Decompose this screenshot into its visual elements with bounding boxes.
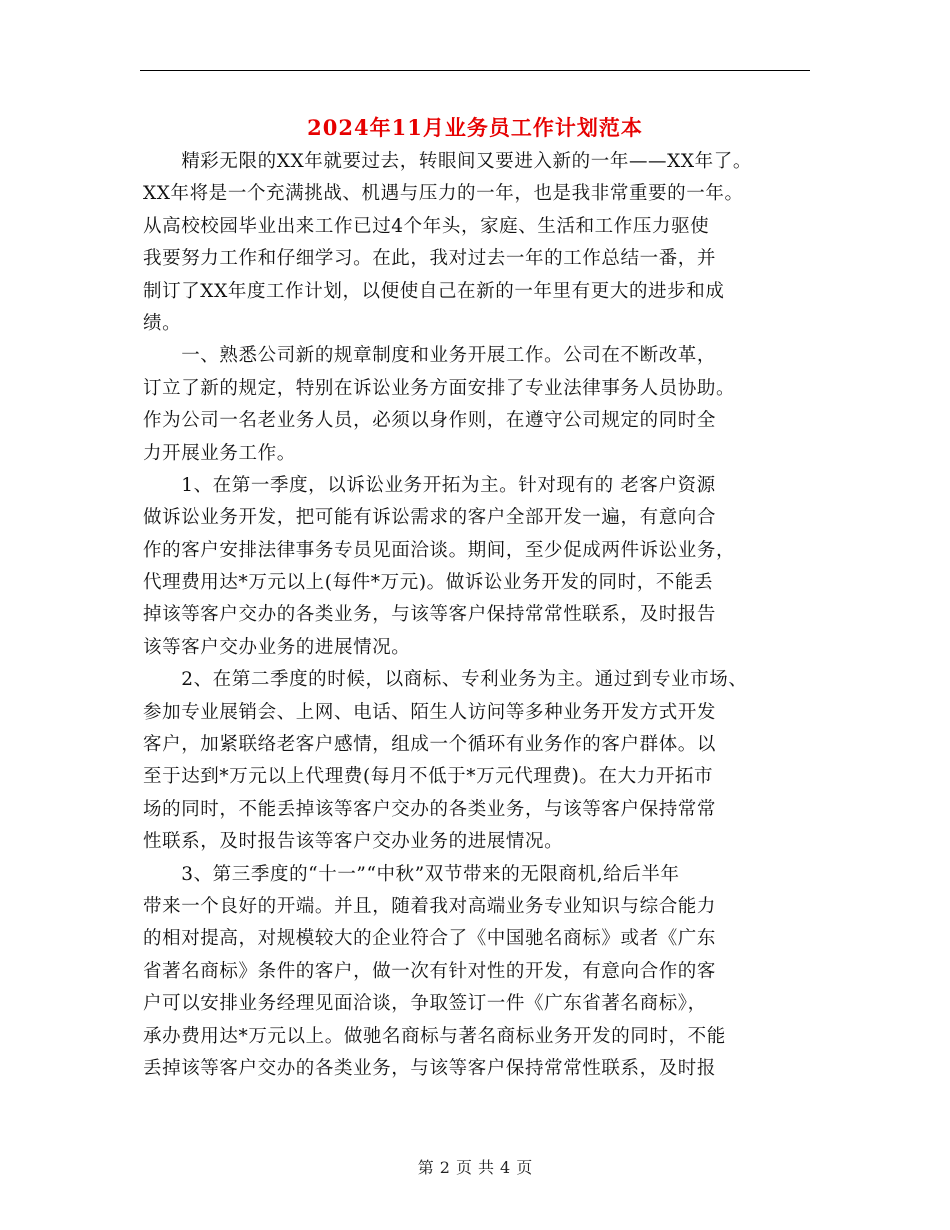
body-line: 从高校校园毕业出来工作已过4个年头，家庭、生活和工作压力驱使 <box>143 215 710 237</box>
body-line: 该等客户交办业务的进展情况。 <box>143 636 411 658</box>
document-body <box>143 146 815 1085</box>
body-line: 至于达到*万元以上代理费(每月不低于*万元代理费)。在大力开拓市 <box>143 766 714 788</box>
footer-label-gong: 共 <box>478 1158 495 1177</box>
footer-page-total: 4 <box>500 1158 511 1177</box>
body-line: 带来一个良好的开端。并且，随着我对高端业务专业知识与综合能力 <box>143 895 717 917</box>
body-line: 制订了XX年度工作计划，以便使自己在新的一年里有更大的进步和成 <box>143 280 725 302</box>
page-footer <box>140 1155 810 1178</box>
body-line: 参加专业展销会、上网、电话、陌生人访问等多种业务开发方式开发 <box>143 701 717 723</box>
body-line: 省著名商标》条件的客户，做一次有针对性的开发，有意向合作的客 <box>143 960 717 982</box>
body-line: XX年将是一个充满挑战、机遇与压力的一年，也是我非常重要的一年。 <box>143 183 744 205</box>
body-line: 订立了新的规定，特别在诉讼业务方面安排了专业法律事务人员协助。 <box>143 377 736 399</box>
footer-label-di: 第 <box>417 1158 434 1177</box>
body-line: 绩。 <box>143 312 182 334</box>
body-line: 作为公司一名老业务人员，必须以身作则，在遵守公司规定的同时全 <box>143 410 717 432</box>
header-rule <box>140 70 810 71</box>
body-line: 承办费用达*万元以上。做驰名商标与著名商标业务开发的同时，不能 <box>143 1025 726 1047</box>
footer-page-current: 2 <box>439 1158 450 1177</box>
body-line: 性联系，及时报告该等客户交办业务的进展情况。 <box>143 831 564 853</box>
body-line: 丢掉该等客户交办的各类业务，与该等客户保持常常性联系，及时报 <box>143 1057 717 1079</box>
body-line: 精彩无限的XX年就要过去，转眼间又要进入新的一年——XX年了。 <box>143 151 752 172</box>
body-line: 客户，加紧联络老客户感情，组成一个循环有业务作的客户群体。以 <box>143 734 717 756</box>
body-line: 3、第三季度的“十一”“中秋”双节带来的无限商机,给后半年 <box>143 863 680 885</box>
body-line: 代理费用达*万元以上(每件*万元)。做诉讼业务开发的同时，不能丢 <box>143 572 714 594</box>
body-line: 做诉讼业务开发，把可能有诉讼需求的客户全部开发一遍，有意向合 <box>143 507 717 529</box>
body-line: 户可以安排业务经理见面洽谈，争取签订一件《广东省著名商标》， <box>143 993 707 1015</box>
body-line: 的相对提高，对规模较大的企业符合了《中国驰名商标》或者《广东 <box>143 928 717 950</box>
footer-label-ye: 页 <box>455 1158 472 1177</box>
body-line: 2、在第二季度的时候，以商标、专利业务为主。通过到专业市场、 <box>143 669 748 691</box>
body-line: 掉该等客户交办的各类业务，与该等客户保持常常性联系，及时报告 <box>143 604 717 626</box>
body-line: 我要努力工作和仔细学习。在此，我对过去一年的工作总结一番，并 <box>143 248 717 270</box>
body-line: 场的同时，不能丢掉该等客户交办的各类业务，与该等客户保持常常 <box>143 798 717 820</box>
footer-label-ye2: 页 <box>516 1158 533 1177</box>
body-line: 一、熟悉公司新的规章制度和业务开展工作。公司在不断改革， <box>143 345 717 367</box>
document-title: 2024年11月业务员工作计划范本 <box>307 115 643 140</box>
body-line: 力开展业务工作。 <box>143 442 296 464</box>
body-line: 作的客户安排法律事务专员见面洽谈。期间，至少促成两件诉讼业务， <box>143 539 736 561</box>
body-line: 1、在第一季度，以诉讼业务开拓为主。针对现有的 老客户资源 <box>143 474 716 496</box>
